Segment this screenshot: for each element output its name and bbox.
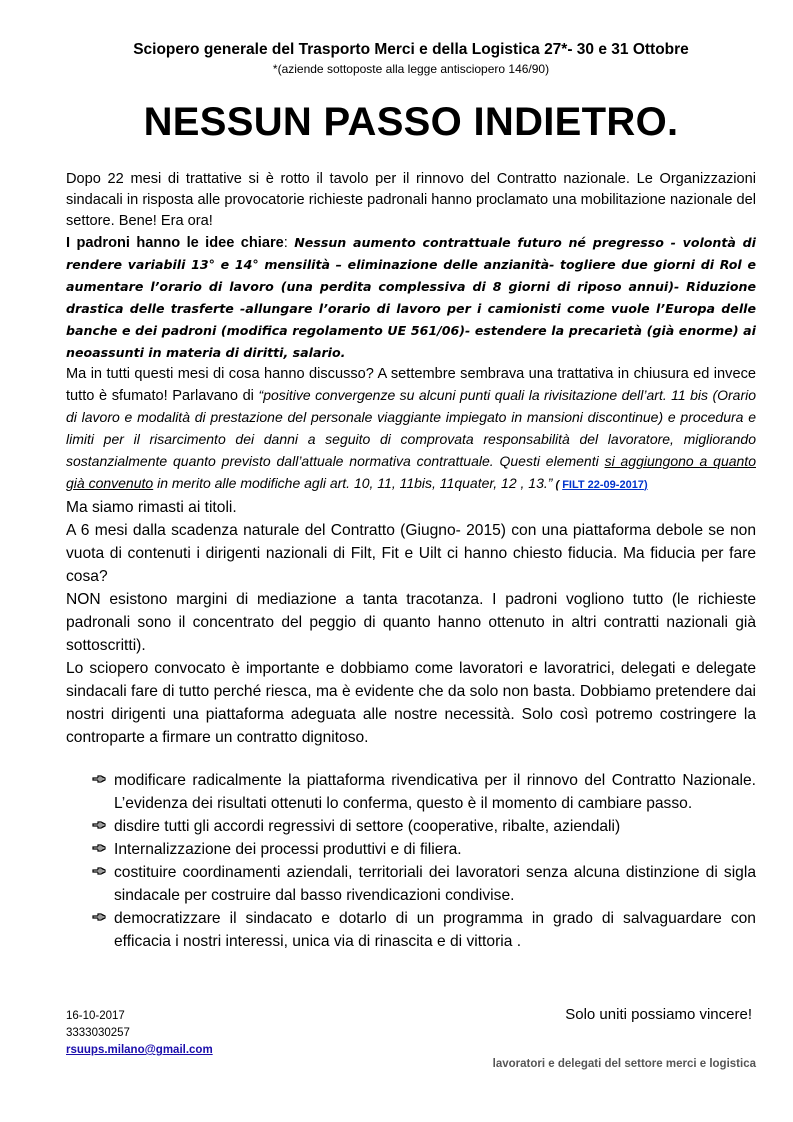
bullet-item xyxy=(66,838,756,861)
footer-email-link[interactable]: rsuups.milano@gmail.com xyxy=(66,1044,213,1056)
paragraph-negotiation xyxy=(66,364,756,496)
paragraph-deadline: A 6 mesi dalla scadenza naturale del Contratto (Giugno- 2015) con una piattaforma debole se non vuota di contenuti i dirigenti nazionali di Filt, Fit e Uilt ci hanno chiesto fiducia. Ma fiducia per fare cosa? xyxy=(66,522,756,585)
footer-contacts xyxy=(66,1008,213,1059)
paragraph-strike: Lo sciopero convocato è importante e dobbiamo come lavoratori e lavoratrici, delegati e delegate sindacali fare di tutto perché riesca, ma è evidente che da solo non basta. Dobbiamo pretendere dai nostri dirigenti una piattaforma adeguata alle nostre necessità. Solo così potremo costringere la controparte a firmare un contratto dignitoso. xyxy=(66,660,756,746)
negotiation-quote-underlined: si aggiungono a quanto già convenuto xyxy=(66,453,756,491)
bullet-text: disdire tutti gli accordi regressivi di settore (cooperative, ribalte, aziendali) xyxy=(114,818,621,835)
demands-list: Nessun aumento contrattuale futuro né pregresso - volontà di rendere variabili 13° e 14° mensilità – eliminazione delle anzianità- togliere due giorni di Rol e aumentare l’orario di lavoro (una perdita complessiva di 8 giorni di riposo annui)- Riduzione drastica delle trasferte -allungare l’orario di lavoro per i camionisti come vuole l’Europa delle banche e dei padroni (modifica regolamento UE 561/06)- estendere la precarietà (già enorme) ai neoassunti in materia di diritti, salario. xyxy=(66,235,756,360)
negotiation-quote-end: in merito alle modifiche agli art. 10, 11, 11bis, 11quater, 12 , 13.” xyxy=(153,475,553,491)
pointing-hand-icon xyxy=(92,911,106,923)
bullet-item xyxy=(66,769,756,815)
paragraph-titles: Ma siamo rimasti ai titoli. xyxy=(66,499,237,516)
strike-title: Sciopero generale del Trasporto Merci e della Logistica 27*- 30 e 31 Ottobre xyxy=(133,41,689,58)
strike-subtitle: *(aziende sottoposte alla legge antisciopero 146/90) xyxy=(272,62,550,76)
document-page xyxy=(66,40,756,953)
negotiation-quote: “positive convergenze su alcuni punti quali la rivisitazione dell’art. 11 bis (Orario di lavoro e modalità di prestazione del personale viaggiante impiegato in mansioni discontinue) e procedura e limiti per il risarcimento dei danni a seguito di comprovata responsabilità del lavoratore, migliorando sostanzialmente quanto previsto dall’attuale normativa contrattuale. Questi elementi xyxy=(66,387,756,469)
demands-colon: : xyxy=(283,235,295,251)
bullet-item xyxy=(66,907,756,953)
pointing-hand-icon xyxy=(92,819,106,831)
filt-reference-link[interactable]: FILT 22-09-2017 xyxy=(562,479,644,491)
footer-credit: lavoratori e delegati del settore merci e logistica xyxy=(492,1058,756,1070)
footer-date: 16-10-2017 xyxy=(66,1010,125,1022)
bullet-text: Internalizzazione dei processi produttivi e di filiera. xyxy=(114,841,462,858)
footer-slogan: Solo uniti possiamo vincere! xyxy=(565,1006,752,1023)
demands-lead: I padroni hanno le idee chiare xyxy=(66,235,284,251)
pointing-hand-icon xyxy=(92,842,106,854)
pointing-hand-icon xyxy=(92,865,106,877)
negotiation-intro: Ma in tutti questi mesi di cosa hanno discusso? A settembre sembrava una trattativa in chiusura ed invece tutto è sfumato! Parlavano di xyxy=(66,366,756,404)
filt-reference xyxy=(552,479,647,491)
footer-phone: 3333030257 xyxy=(66,1027,130,1039)
filt-ref-close: ) xyxy=(643,479,648,491)
bullet-text: modificare radicalmente la piattaforma rivendicativa per il rinnovo del Contratto Nazionale. L’evidenza dei risultati ottenuti lo conferma, questo è il momento di cambiare passo. xyxy=(114,772,756,812)
paragraph-no-mediation: NON esistono margini di mediazione a tanta tracotanza. I padroni vogliono tutto (le richieste padronali sono il concentrato del peggio di quanto hanno ottenuto in altri contratti nazionali già sottoscritti). xyxy=(66,591,756,654)
bullet-text: costituire coordinamenti aziendali, territoriali dei lavoratori senza alcuna distinzione di sigla sindacale per costruire dal basso rivendicazioni condivise. xyxy=(114,864,756,904)
demands-bullet-list xyxy=(66,769,756,953)
pointing-hand-icon xyxy=(92,773,106,785)
bullet-text: democratizzare il sindacato e dotarlo di un programma in grado di salvaguardare con efficacia i nostri interessi, unica via di rinascita e di vittoria . xyxy=(114,910,756,950)
bullet-item xyxy=(66,861,756,907)
filt-ref-open: ( xyxy=(552,479,563,491)
bullet-item xyxy=(66,815,756,838)
paragraph-intro: Dopo 22 mesi di trattative si è rotto il tavolo per il rinnovo del Contratto nazionale. Le Organizzazioni sindacali in risposta alle provocatorie richieste padronali hanno proclamato una mobilitazione nazionale del settore. Bene! Era ora! xyxy=(66,171,756,229)
page-headline: NESSUN PASSO INDIETRO. xyxy=(143,100,679,144)
paragraph-demands xyxy=(66,232,756,364)
